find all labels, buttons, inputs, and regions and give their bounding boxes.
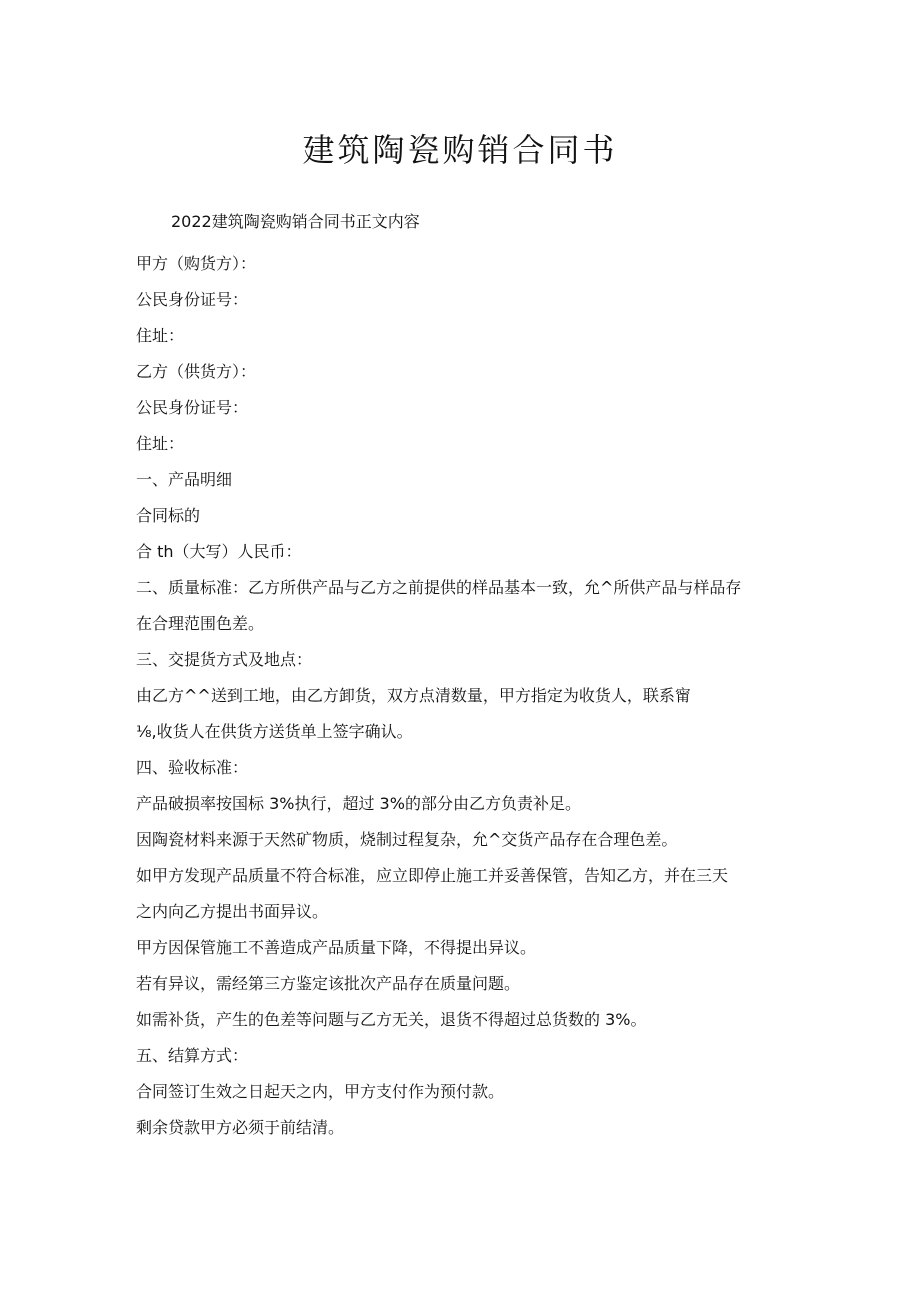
acceptance-objection-line: 如甲方发现产品质量不符合标准，应立即停止施工并妥善保管，告知乙方，并在三天 bbox=[136, 866, 729, 885]
acceptance-color-line: 因陶瓷材料来源于天然矿物质，烧制过程复杂，允^交货产品存在合理色差。 bbox=[136, 830, 678, 849]
settlement-advance-line: 合同签订生效之日起天之内，甲方支付作为预付款。 bbox=[136, 1082, 505, 1101]
contract-amount-line: 合 th（大写）人民币： bbox=[136, 542, 302, 561]
acceptance-third-party-line: 若有异议，需经第三方鉴定该批次产品存在质量问题。 bbox=[136, 974, 521, 993]
contract-subject-line: 合同标的 bbox=[136, 506, 201, 525]
section-heading-settlement: 五、结算方式： bbox=[136, 1046, 249, 1065]
acceptance-objection-continued-line: 之内向乙方提出书面异议。 bbox=[136, 902, 329, 921]
quality-continued-line: 在合理范围色差。 bbox=[136, 614, 265, 633]
acceptance-replenish-line: 如需补货，产生的色差等问题与乙方无关，退货不得超过总货数的 3%。 bbox=[136, 1010, 647, 1029]
party-b-id-label: 公民身份证号： bbox=[136, 398, 249, 417]
intro-line: 2022建筑陶瓷购销合同书正文内容 bbox=[171, 212, 420, 231]
document-title: 建筑陶瓷购销合同书 bbox=[302, 131, 618, 169]
contract-body bbox=[136, 246, 796, 1146]
acceptance-storage-line: 甲方因保管施工不善造成产品质量下降，不得提出异议。 bbox=[136, 938, 537, 957]
party-a-label: 甲方（购货方）： bbox=[136, 254, 257, 273]
delivery-text-line: 由乙方^^送到工地，由乙方卸货，双方点清数量，甲方指定为收货人，联系甯 bbox=[136, 686, 691, 705]
party-a-address-label: 住址： bbox=[136, 326, 185, 345]
section-heading-quality: 二、质量标准：乙方所供产品与乙方之前提供的样品基本一致，允^所供产品与样品存 bbox=[136, 578, 742, 597]
party-b-address-label: 住址： bbox=[136, 434, 185, 453]
section-heading-products: 一、产品明细 bbox=[136, 470, 233, 489]
section-heading-acceptance: 四、验收标准： bbox=[136, 758, 249, 777]
delivery-continued-line: ⅛,收货人在供货方送货单上签字确认。 bbox=[136, 722, 413, 741]
settlement-balance-line: 剩余贷款甲方必须于前结清。 bbox=[136, 1118, 345, 1137]
party-a-id-label: 公民身份证号： bbox=[136, 290, 249, 309]
acceptance-breakage-line: 产品破损率按国标 3%执行，超过 3%的部分由乙方负责补足。 bbox=[136, 794, 581, 813]
party-b-label: 乙方（供货方）： bbox=[136, 362, 257, 381]
section-heading-delivery: 三、交提货方式及地点： bbox=[136, 650, 313, 669]
